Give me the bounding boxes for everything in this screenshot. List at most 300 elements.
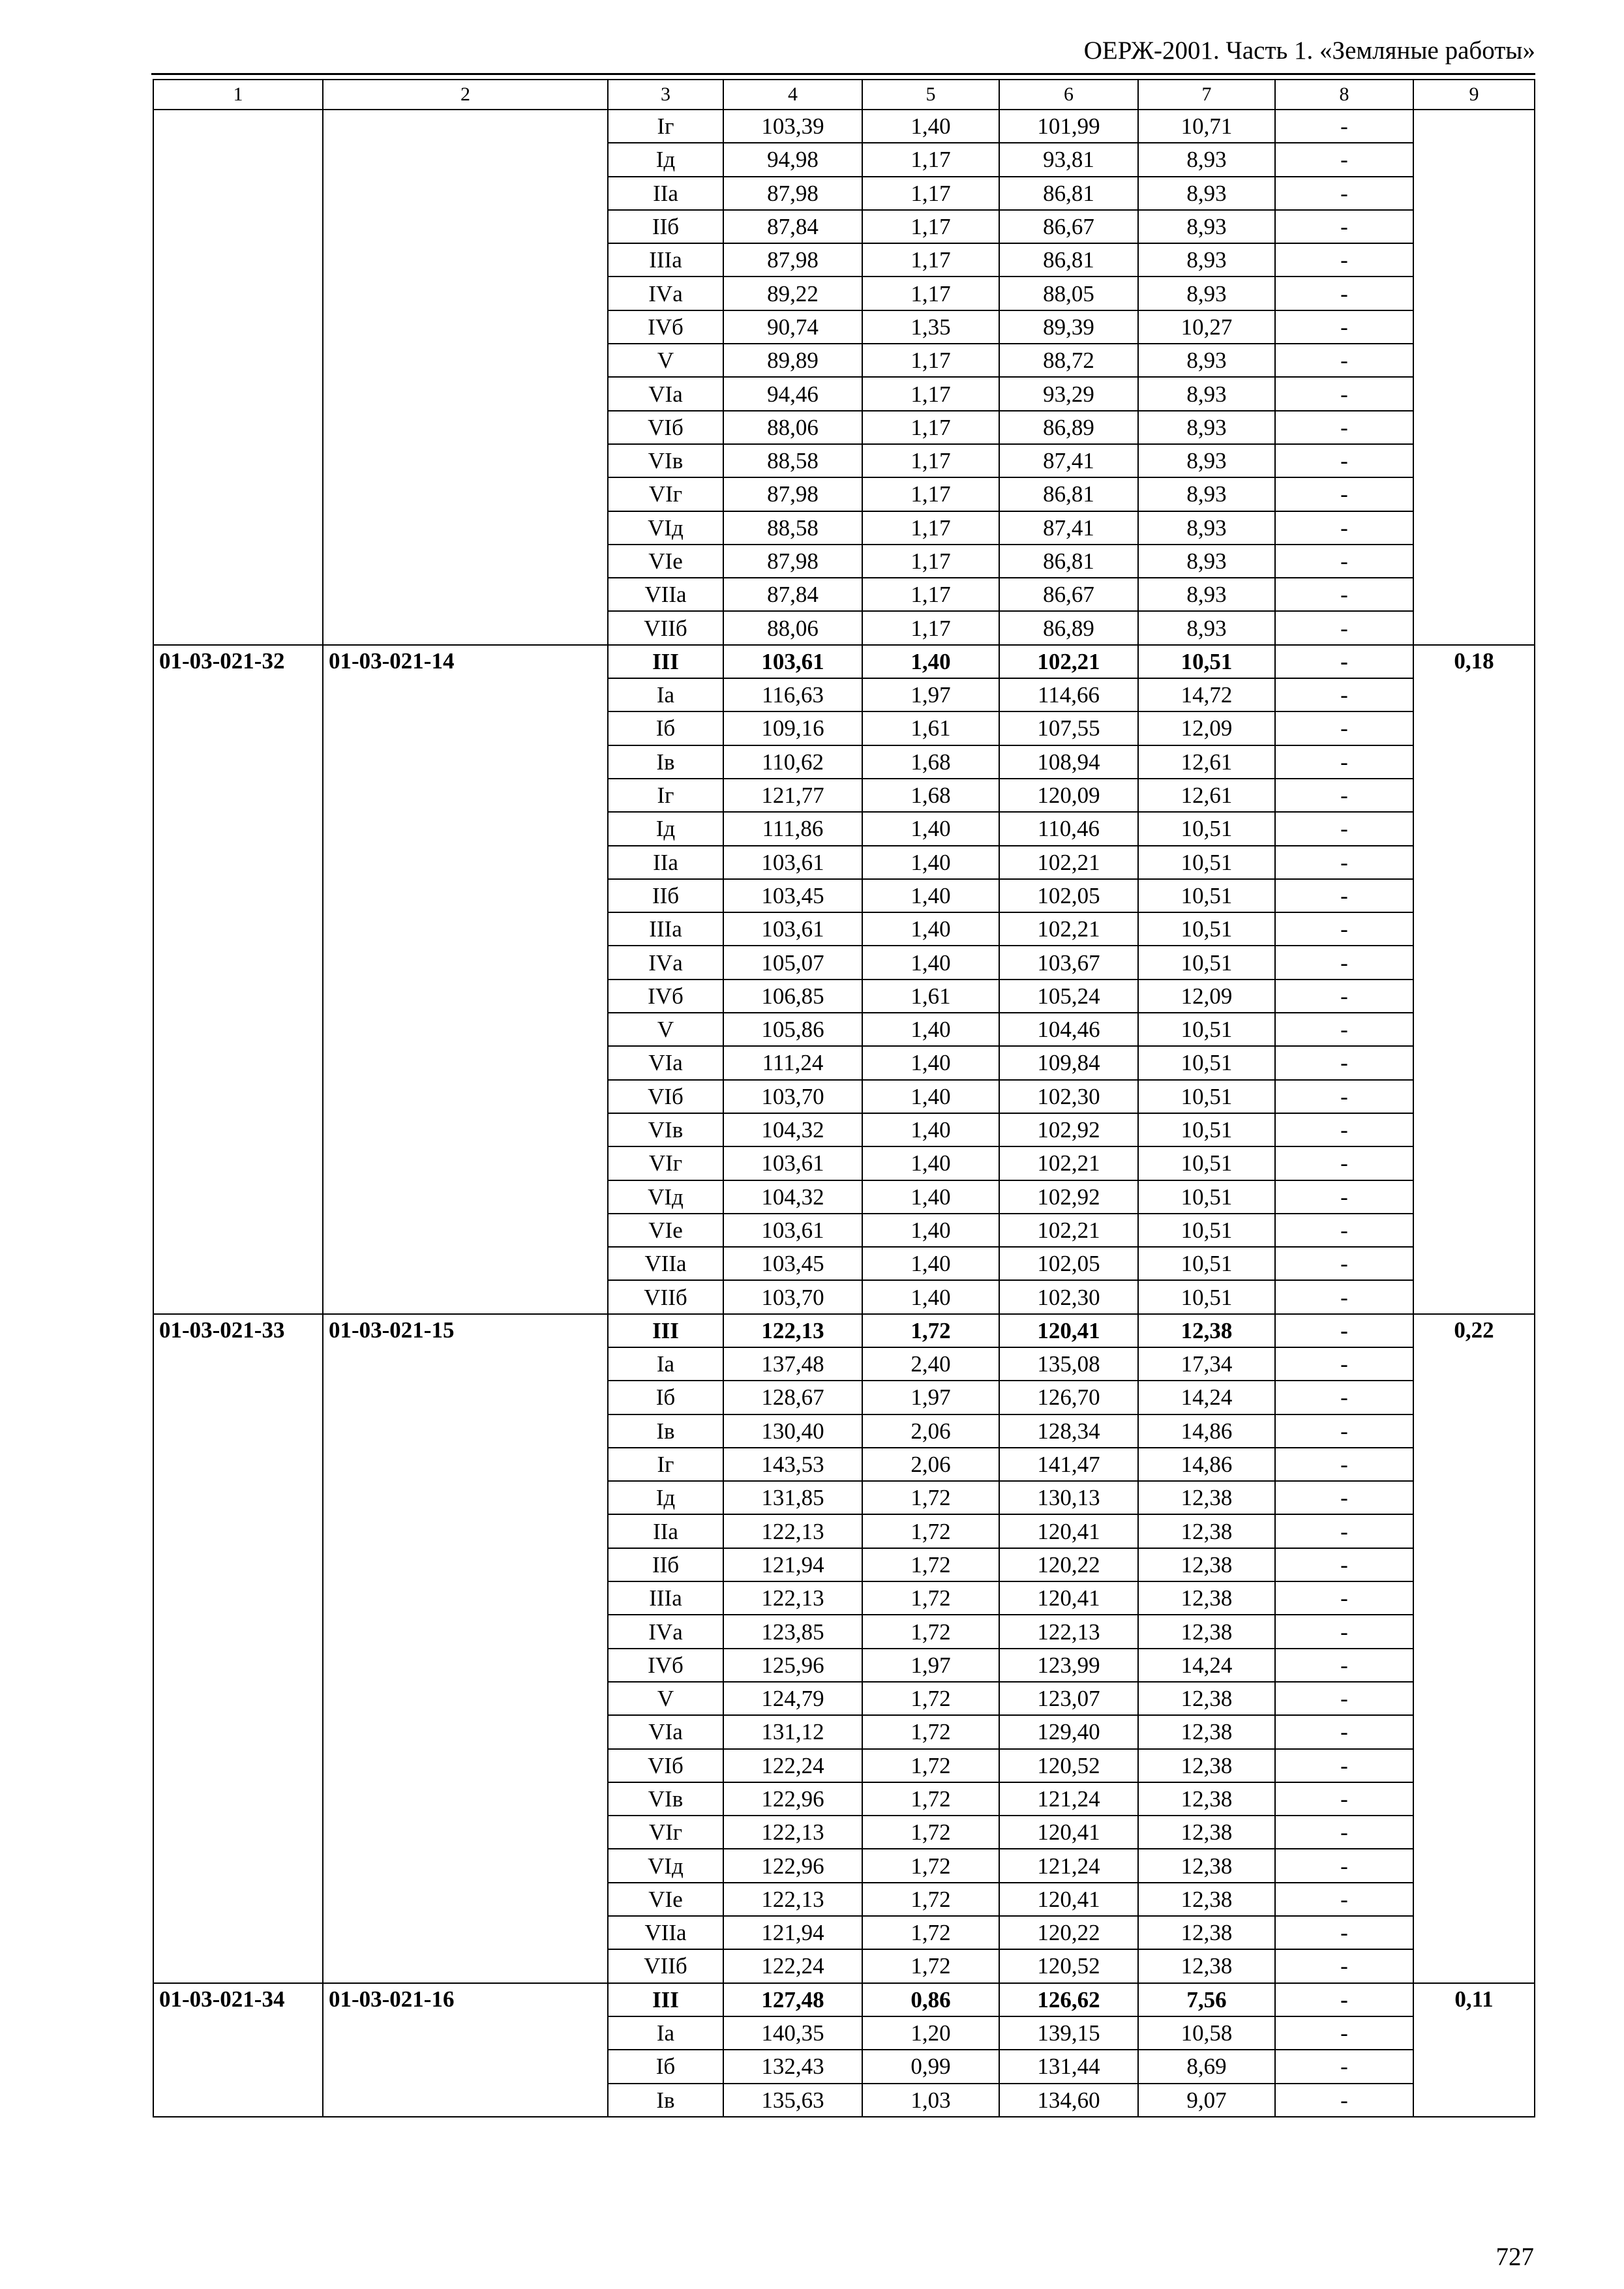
cell-col-7: 10,51 [1138,1280,1275,1313]
cell-col-3: Iг [608,1448,723,1481]
cell-col-7: 12,38 [1138,1949,1275,1982]
cell-col-4: 88,58 [723,444,862,477]
cell-col-4: 94,98 [723,143,862,176]
column-9-value: 0,18 [1413,645,1535,1314]
cell-col-8: - [1275,1113,1413,1146]
cell-col-5: 1,17 [862,277,999,310]
cell-col-8: - [1275,2016,1413,2050]
cell-col-8: - [1275,1816,1413,1849]
cell-col-3: Iд [608,1481,723,1514]
cell-col-4: 122,13 [723,1816,862,1849]
cell-col-4: 105,07 [723,946,862,979]
cell-col-8: - [1275,812,1413,845]
cell-col-3: Iв [608,1414,723,1448]
column-number: 3 [608,80,723,110]
cell-col-4: 111,24 [723,1046,862,1079]
cell-col-4: 103,61 [723,1214,862,1247]
cell-col-6: 88,72 [999,344,1138,377]
cell-col-6: 87,41 [999,511,1138,545]
cell-col-6: 131,44 [999,2050,1138,2083]
cell-col-3: Iа [608,678,723,711]
cell-col-8: - [1275,1080,1413,1113]
cell-col-7: 14,86 [1138,1414,1275,1448]
column-9-value [1413,110,1535,645]
cell-col-6: 102,92 [999,1180,1138,1214]
cell-col-7: 8,93 [1138,210,1275,243]
cell-col-8: - [1275,511,1413,545]
cell-col-3: Iб [608,711,723,745]
cell-col-4: 121,77 [723,779,862,812]
table-row [153,110,1535,143]
cell-col-5: 1,17 [862,611,999,644]
cell-col-7: 8,93 [1138,243,1275,277]
cell-col-8: - [1275,645,1413,678]
cell-col-6: 105,24 [999,980,1138,1013]
cell-col-8: - [1275,1414,1413,1448]
cell-col-6: 102,21 [999,1214,1138,1247]
cell-col-4: 131,12 [723,1715,862,1748]
cell-col-3: III [608,1314,723,1347]
cell-col-6: 86,81 [999,243,1138,277]
cell-col-5: 1,72 [862,1314,999,1347]
table-row [153,1983,1535,2016]
code-cell [153,110,323,645]
cell-col-4: 132,43 [723,2050,862,2083]
cell-col-8: - [1275,678,1413,711]
cell-col-8: - [1275,1682,1413,1715]
code-cell: 01-03-021-32 [153,645,323,1314]
cell-col-7: 14,72 [1138,678,1275,711]
cell-col-4: 127,48 [723,1983,862,2016]
cell-col-3: IVб [608,310,723,344]
cell-col-6: 93,29 [999,377,1138,410]
cell-col-6: 103,67 [999,946,1138,979]
cell-col-3: Iд [608,812,723,845]
cell-col-4: 103,70 [723,1280,862,1313]
cell-col-8: - [1275,310,1413,344]
cell-col-4: 130,40 [723,1414,862,1448]
cell-col-5: 1,40 [862,1247,999,1280]
cell-col-5: 1,40 [862,1146,999,1180]
cell-col-5: 1,40 [862,1013,999,1046]
cell-col-3: VIб [608,1749,723,1782]
cell-col-5: 1,72 [862,1615,999,1648]
cell-col-5: 1,40 [862,946,999,979]
cell-col-4: 87,98 [723,243,862,277]
cell-col-6: 120,52 [999,1949,1138,1982]
cell-col-6: 108,94 [999,745,1138,779]
cell-col-6: 122,13 [999,1615,1138,1648]
cell-col-6: 102,92 [999,1113,1138,1146]
column-9-value: 0,22 [1413,1314,1535,1983]
cell-col-6: 120,41 [999,1314,1138,1347]
cell-col-5: 1,72 [862,1749,999,1782]
cell-col-5: 1,72 [862,1849,999,1882]
cell-col-4: 105,86 [723,1013,862,1046]
cell-col-7: 10,51 [1138,1113,1275,1146]
cell-col-3: Iг [608,110,723,143]
cell-col-4: 87,98 [723,545,862,578]
cell-col-3: Iв [608,2084,723,2117]
cell-col-4: 122,13 [723,1314,862,1347]
reference-code-cell: 01-03-021-15 [323,1314,608,1983]
cell-col-3: IIб [608,210,723,243]
cell-col-6: 93,81 [999,143,1138,176]
cell-col-7: 8,93 [1138,545,1275,578]
column-number: 7 [1138,80,1275,110]
cell-col-4: 121,94 [723,1548,862,1581]
document-header: ОЕРЖ-2001. Часть 1. «Земляные работы» [1083,37,1535,65]
cell-col-4: 128,67 [723,1381,862,1414]
cell-col-6: 102,30 [999,1080,1138,1113]
cell-col-8: - [1275,1883,1413,1916]
cell-col-5: 1,40 [862,1280,999,1313]
table-body [153,80,1535,2117]
cell-col-5: 1,68 [862,779,999,812]
cell-col-4: 89,22 [723,277,862,310]
cell-col-5: 1,72 [862,1548,999,1581]
cell-col-3: VIг [608,1146,723,1180]
cell-col-4: 116,63 [723,678,862,711]
cell-col-7: 12,38 [1138,1883,1275,1916]
cell-col-3: Iв [608,745,723,779]
table-row [153,645,1535,678]
cell-col-5: 1,72 [862,1514,999,1548]
cell-col-6: 126,62 [999,1983,1138,2016]
cell-col-3: IIб [608,879,723,912]
cell-col-6: 102,21 [999,846,1138,879]
cell-col-3: VIб [608,1080,723,1113]
cell-col-5: 1,72 [862,1916,999,1949]
cell-col-3: IVб [608,1649,723,1682]
cell-col-6: 120,41 [999,1816,1138,1849]
cell-col-6: 128,34 [999,1414,1138,1448]
cell-col-5: 1,72 [862,1782,999,1816]
cell-col-4: 90,74 [723,310,862,344]
cell-col-8: - [1275,1548,1413,1581]
cell-col-7: 10,51 [1138,645,1275,678]
cell-col-4: 104,32 [723,1113,862,1146]
cell-col-3: IIа [608,177,723,210]
cell-col-7: 12,38 [1138,1782,1275,1816]
cell-col-8: - [1275,1381,1413,1414]
cell-col-6: 87,41 [999,444,1138,477]
cell-col-5: 1,72 [862,1883,999,1916]
cell-col-7: 12,38 [1138,1849,1275,1882]
cell-col-5: 1,97 [862,1649,999,1682]
cell-col-3: VIIа [608,1247,723,1280]
cell-col-5: 1,17 [862,243,999,277]
cell-col-4: 122,13 [723,1883,862,1916]
cell-col-8: - [1275,879,1413,912]
cell-col-8: - [1275,243,1413,277]
cell-col-7: 10,51 [1138,1046,1275,1079]
cell-col-3: VIе [608,1883,723,1916]
cell-col-8: - [1275,1481,1413,1514]
cell-col-5: 2,06 [862,1448,999,1481]
cell-col-8: - [1275,611,1413,644]
cell-col-3: VIб [608,411,723,444]
cell-col-5: 1,40 [862,879,999,912]
cell-col-8: - [1275,1180,1413,1214]
cell-col-5: 2,06 [862,1414,999,1448]
column-number-row [153,80,1535,110]
cell-col-8: - [1275,1247,1413,1280]
price-table [153,79,1535,2117]
cell-col-8: - [1275,411,1413,444]
cell-col-3: VIа [608,1715,723,1748]
cell-col-8: - [1275,210,1413,243]
cell-col-6: 120,22 [999,1916,1138,1949]
cell-col-7: 12,61 [1138,745,1275,779]
cell-col-6: 126,70 [999,1381,1138,1414]
cell-col-5: 1,72 [862,1949,999,1982]
cell-col-7: 8,93 [1138,444,1275,477]
cell-col-3: V [608,1682,723,1715]
cell-col-3: IVа [608,1615,723,1648]
cell-col-5: 1,61 [862,711,999,745]
cell-col-8: - [1275,980,1413,1013]
cell-col-3: VIд [608,1849,723,1882]
cell-col-5: 1,97 [862,1381,999,1414]
cell-col-3: IIа [608,846,723,879]
cell-col-4: 121,94 [723,1916,862,1949]
cell-col-8: - [1275,2084,1413,2117]
cell-col-6: 86,89 [999,611,1138,644]
cell-col-8: - [1275,1916,1413,1949]
cell-col-6: 120,41 [999,1581,1138,1615]
cell-col-6: 120,52 [999,1749,1138,1782]
cell-col-5: 1,72 [862,1682,999,1715]
cell-col-6: 121,24 [999,1782,1138,1816]
cell-col-7: 14,86 [1138,1448,1275,1481]
cell-col-3: VIе [608,545,723,578]
cell-col-8: - [1275,1782,1413,1816]
cell-col-8: - [1275,477,1413,511]
cell-col-3: VIIа [608,1916,723,1949]
reference-code-cell: 01-03-021-16 [323,1983,608,2117]
cell-col-6: 120,41 [999,1883,1138,1916]
cell-col-8: - [1275,1715,1413,1748]
cell-col-6: 109,84 [999,1046,1138,1079]
cell-col-7: 8,93 [1138,277,1275,310]
cell-col-4: 143,53 [723,1448,862,1481]
cell-col-3: Iб [608,1381,723,1414]
cell-col-7: 10,51 [1138,1180,1275,1214]
code-cell: 01-03-021-34 [153,1983,323,2117]
cell-col-8: - [1275,344,1413,377]
cell-col-3: VIIб [608,1949,723,1982]
cell-col-5: 1,17 [862,377,999,410]
cell-col-5: 1,17 [862,444,999,477]
cell-col-5: 1,68 [862,745,999,779]
cell-col-6: 110,46 [999,812,1138,845]
cell-col-5: 1,72 [862,1481,999,1514]
cell-col-7: 8,93 [1138,611,1275,644]
header-rule [151,73,1535,75]
cell-col-3: VIа [608,1046,723,1079]
code-cell: 01-03-021-33 [153,1314,323,1983]
cell-col-3: III [608,1983,723,2016]
cell-col-8: - [1275,1448,1413,1481]
cell-col-6: 86,81 [999,477,1138,511]
cell-col-5: 1,40 [862,110,999,143]
cell-col-3: IVа [608,277,723,310]
cell-col-8: - [1275,1314,1413,1347]
cell-col-8: - [1275,1749,1413,1782]
cell-col-5: 1,72 [862,1715,999,1748]
cell-col-5: 1,17 [862,177,999,210]
cell-col-5: 1,40 [862,1080,999,1113]
cell-col-4: 87,98 [723,177,862,210]
cell-col-5: 1,40 [862,1046,999,1079]
cell-col-8: - [1275,1949,1413,1982]
cell-col-3: VIв [608,1113,723,1146]
cell-col-3: VIв [608,444,723,477]
cell-col-4: 111,86 [723,812,862,845]
cell-col-8: - [1275,1214,1413,1247]
cell-col-7: 8,93 [1138,344,1275,377]
cell-col-8: - [1275,1013,1413,1046]
cell-col-7: 8,93 [1138,177,1275,210]
cell-col-7: 12,09 [1138,711,1275,745]
cell-col-6: 86,81 [999,177,1138,210]
cell-col-4: 88,06 [723,411,862,444]
cell-col-3: IIIа [608,243,723,277]
cell-col-6: 130,13 [999,1481,1138,1514]
cell-col-7: 12,38 [1138,1514,1275,1548]
cell-col-5: 1,72 [862,1816,999,1849]
column-number: 1 [153,80,323,110]
cell-col-3: VIв [608,1782,723,1816]
cell-col-8: - [1275,946,1413,979]
cell-col-5: 1,40 [862,912,999,946]
cell-col-4: 122,13 [723,1514,862,1548]
cell-col-5: 1,03 [862,2084,999,2117]
cell-col-4: 125,96 [723,1649,862,1682]
column-number: 6 [999,80,1138,110]
cell-col-8: - [1275,1146,1413,1180]
cell-col-4: 88,06 [723,611,862,644]
reference-code-cell: 01-03-021-14 [323,645,608,1314]
cell-col-3: IIб [608,1548,723,1581]
cell-col-6: 134,60 [999,2084,1138,2117]
cell-col-7: 12,38 [1138,1749,1275,1782]
cell-col-8: - [1275,578,1413,611]
cell-col-5: 1,17 [862,411,999,444]
cell-col-5: 1,40 [862,1113,999,1146]
column-number: 4 [723,80,862,110]
cell-col-5: 1,17 [862,511,999,545]
cell-col-4: 122,24 [723,1949,862,1982]
column-number: 2 [323,80,608,110]
cell-col-4: 88,58 [723,511,862,545]
cell-col-8: - [1275,1581,1413,1615]
cell-col-7: 8,93 [1138,143,1275,176]
reference-code-cell [323,110,608,645]
cell-col-3: Iг [608,779,723,812]
cell-col-7: 12,38 [1138,1615,1275,1648]
cell-col-8: - [1275,711,1413,745]
cell-col-6: 101,99 [999,110,1138,143]
cell-col-3: VIIа [608,578,723,611]
cell-col-4: 122,13 [723,1581,862,1615]
cell-col-6: 102,21 [999,1146,1138,1180]
cell-col-4: 140,35 [723,2016,862,2050]
cell-col-4: 124,79 [723,1682,862,1715]
cell-col-4: 137,48 [723,1347,862,1381]
cell-col-5: 1,40 [862,645,999,678]
cell-col-6: 107,55 [999,711,1138,745]
cell-col-4: 109,16 [723,711,862,745]
cell-col-3: VIIб [608,1280,723,1313]
cell-col-8: - [1275,745,1413,779]
cell-col-4: 103,45 [723,879,862,912]
cell-col-3: VIе [608,1214,723,1247]
cell-col-7: 8,93 [1138,511,1275,545]
cell-col-8: - [1275,110,1413,143]
cell-col-6: 135,08 [999,1347,1138,1381]
cell-col-8: - [1275,779,1413,812]
cell-col-5: 0,86 [862,1983,999,2016]
cell-col-7: 17,34 [1138,1347,1275,1381]
cell-col-5: 1,40 [862,812,999,845]
cell-col-6: 88,05 [999,277,1138,310]
cell-col-4: 103,61 [723,846,862,879]
cell-col-4: 131,85 [723,1481,862,1514]
cell-col-7: 10,51 [1138,912,1275,946]
page-number: 727 [1496,2243,1534,2271]
table-row [153,1314,1535,1347]
column-number: 5 [862,80,999,110]
cell-col-6: 120,09 [999,779,1138,812]
cell-col-3: VIг [608,1816,723,1849]
cell-col-4: 122,96 [723,1782,862,1816]
cell-col-7: 10,27 [1138,310,1275,344]
cell-col-4: 89,89 [723,344,862,377]
cell-col-4: 104,32 [723,1180,862,1214]
cell-col-5: 1,72 [862,1581,999,1615]
cell-col-4: 103,61 [723,1146,862,1180]
cell-col-7: 10,51 [1138,1146,1275,1180]
cell-col-3: VIг [608,477,723,511]
cell-col-5: 1,40 [862,846,999,879]
cell-col-3: VIд [608,511,723,545]
cell-col-7: 8,93 [1138,477,1275,511]
cell-col-4: 103,39 [723,110,862,143]
cell-col-6: 89,39 [999,310,1138,344]
cell-col-7: 10,51 [1138,946,1275,979]
cell-col-8: - [1275,1514,1413,1548]
cell-col-7: 8,93 [1138,578,1275,611]
cell-col-3: V [608,1013,723,1046]
cell-col-8: - [1275,2050,1413,2083]
cell-col-8: - [1275,912,1413,946]
cell-col-4: 103,70 [723,1080,862,1113]
cell-col-8: - [1275,1849,1413,1882]
cell-col-8: - [1275,1983,1413,2016]
cell-col-3: V [608,344,723,377]
cell-col-4: 135,63 [723,2084,862,2117]
cell-col-7: 12,38 [1138,1715,1275,1748]
cell-col-7: 12,61 [1138,779,1275,812]
cell-col-5: 1,40 [862,1180,999,1214]
cell-col-6: 86,81 [999,545,1138,578]
cell-col-4: 87,84 [723,578,862,611]
cell-col-6: 123,07 [999,1682,1138,1715]
cell-col-8: - [1275,1046,1413,1079]
cell-col-3: IVб [608,980,723,1013]
